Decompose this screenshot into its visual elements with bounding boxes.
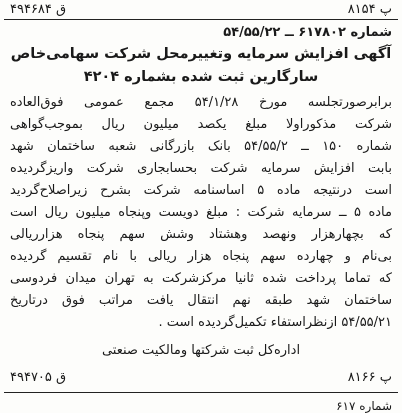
top-divider — [4, 19, 398, 20]
bottom-divider — [4, 392, 398, 393]
body-line: برابرصورتجلسه مورخ ۵۴/۱/۲۸ مجمع عمومی فوق‌العاده — [10, 95, 392, 110]
bottom-reference-row — [10, 369, 392, 386]
signature: اداره‌کل ثبت شرکتها ومالکیت صنعتی — [101, 343, 301, 358]
next-notice-partial: شماره ۶۱۷ — [336, 399, 392, 413]
notice-title: آگهی افزایش سرمایه وتغییرمحل شرکت سهامی‌خاص — [10, 46, 392, 62]
body-line: ۵۴/۵۵/۲۱ ازنظراستفاء تکمیل‌گردیده است . — [158, 315, 392, 330]
top-reference-row — [10, 1, 392, 18]
body-line: ماده ۵ ــ سرمایه شرکت : مبلغ دویست وپنجاه میلیون ریال است — [10, 205, 392, 220]
body-line: بی‌نام و چهارده سهم پنجاه هزار ریالی با نام تقسیم گردیده — [10, 249, 392, 264]
body-line: بابت افزایش سرمایه شرکت بحسابجاری شرکت واریزگردیده — [10, 161, 392, 176]
body-line: که تماما پرداخت شده ثانیا مرکزشرکت به تهران میدان فردوسی — [10, 271, 392, 286]
bottom-ref-right: پ ۸۱۶۶ — [347, 370, 392, 385]
body-line: ساختمان شهد طبقه نهم انتقال یافت مراتب فوق درتاریخ — [10, 293, 392, 308]
body-line: که بچهارهزار ونهصد وهشتاد وشش سهم پنجاه هزارریالی — [10, 227, 392, 242]
top-ref-right: پ ۸۱۵۴ — [347, 2, 392, 17]
body-line: است درنتیجه ماده ۵ اساسنامه شرکت بشرح زیراصلاح‌گردید — [10, 183, 392, 198]
body-line: شماره ۱۵۰ ــ ۵۴/۵۵/۲ بانک بازرگانی شعبه ساختمان شهد — [10, 139, 393, 154]
top-ref-left: ق ۴۹۴۶۸۴ — [10, 2, 67, 17]
notice-subtitle: سارگارین ثبت شده بشماره ۴۲۰۴ — [83, 69, 319, 85]
bottom-ref-left: ق ۴۹۴۷۰۵ — [10, 370, 67, 385]
body-line: شرکت مذکوراولا مبلغ یکصد میلیون ریال بموجب‌گواهی — [10, 117, 392, 132]
notice-number: شماره ۶۱۷۸۰۲ ــ ۵۴/۵۵/۲۲ — [223, 25, 392, 40]
